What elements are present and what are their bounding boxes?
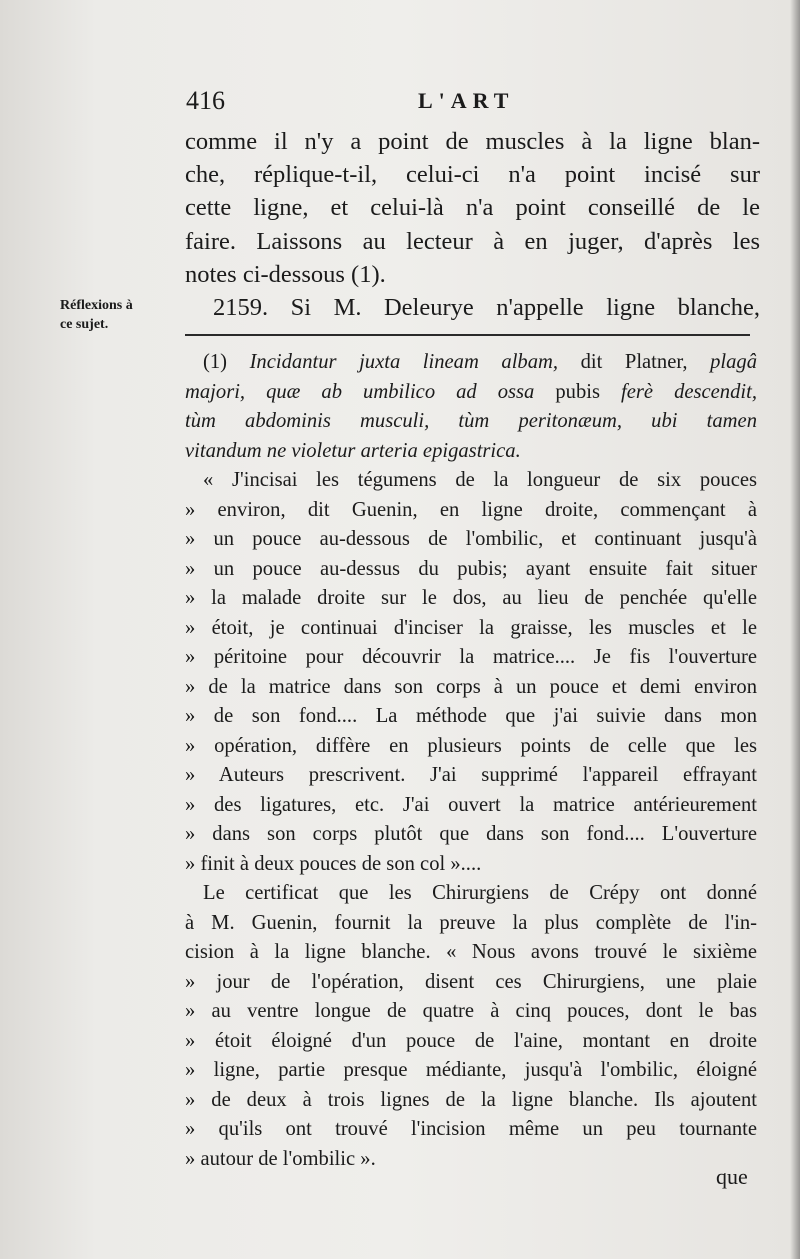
certificate-line: » jour de l'opération, disent ces Chirurgiens, une plaie: [185, 970, 757, 993]
page-header: [0, 86, 800, 120]
footnote-number: (1): [203, 351, 250, 373]
main-line: che, réplique-t-il, celui-ci n'a point incisé sur: [185, 161, 760, 189]
quote-line: » dans son corps plutôt que dans son fond.... L'ouverture: [185, 823, 757, 845]
certificate-line: Le certificat que les Chirurgiens de Crépy ont donné: [203, 882, 757, 904]
certificate-line: » étoit éloigné d'un pouce de l'aine, montant en droite: [185, 1029, 757, 1052]
footnote-line: [185, 348, 757, 378]
footnote-italic: ferè descendit,: [621, 380, 757, 403]
footnote-line: [185, 407, 757, 437]
footnote-rule: [185, 334, 750, 336]
margin-note: [60, 296, 180, 334]
quote-line: » un pouce au-dessous de l'ombilic, et continuant jusqu'à: [185, 528, 757, 550]
quote-line: » de son fond.... La méthode que j'ai suivie dans mon: [185, 705, 757, 727]
certificate-line: cision à la ligne blanche. « Nous avons trouvé le sixième: [185, 941, 757, 963]
running-title: L'ART: [418, 88, 515, 113]
footnote-italic: plagâ: [710, 351, 757, 373]
quote-line: » de la matrice dans son corps à un pouce et demi environ: [185, 675, 757, 698]
footnote-line: [185, 437, 757, 467]
main-line: cette ligne, et celui-là n'a point conseillé de le: [185, 194, 760, 222]
certificate-line: » au ventre longue de quatre à cinq pouces, dont le bas: [185, 1000, 757, 1022]
certificate-line: » de deux à trois lignes de la ligne blanche. Ils ajoutent: [185, 1088, 757, 1111]
certificate-line: à M. Guenin, fournit la preuve la plus complète de l'in-: [185, 911, 757, 934]
main-line: notes ci-dessous (1).: [185, 260, 386, 288]
footnote-line: [185, 378, 757, 408]
certificate-line: » ligne, partie presque médiante, jusqu'à l'ombilic, éloigné: [185, 1059, 757, 1081]
footnote-roman: dit Platner,: [558, 351, 711, 373]
quote-line: » étoit, je continuai d'inciser la graisse, les muscles et le: [185, 616, 757, 639]
footnote-roman: pubis: [534, 380, 622, 403]
quote-line: » Auteurs prescrivent. J'ai supprimé l'appareil effrayant: [185, 764, 757, 786]
quote-line: « J'incisai les tégumens de la longueur de six pouces: [203, 469, 757, 491]
main-line: faire. Laissons au lecteur à en juger, d'après les: [185, 227, 760, 255]
footnote-italic: tùm abdominis musculi, tùm peritonæum, ubi tamen: [185, 410, 757, 432]
margin-note-line: Réflexions à: [60, 298, 133, 313]
footnote-italic: vitandum ne violetur arteria epigastrica.: [185, 439, 521, 462]
footnote-italic: Incidantur juxta lineam albam,: [249, 351, 559, 373]
footnote-italic: majori, quæ ab umbilico ad ossa: [185, 380, 535, 403]
footnotes: [185, 348, 757, 1174]
page-edge-shadow: [790, 0, 800, 1259]
margin-note-line: ce sujet.: [60, 317, 109, 332]
quote-line: » opération, diffère en plusieurs points de celle que les: [185, 734, 757, 757]
quote-line: » la malade droite sur le dos, au lieu de penchée qu'elle: [185, 587, 757, 609]
quote-line: » un pouce au-dessus du pubis; ayant ensuite fait situer: [185, 557, 757, 580]
main-text: [185, 125, 760, 324]
quote-line: » des ligatures, etc. J'ai ouvert la matrice antérieurement: [185, 793, 757, 816]
quote-line: » environ, dit Guenin, en ligne droite, commençant à: [185, 498, 757, 521]
main-line: comme il n'y a point de muscles à la ligne blan-: [185, 128, 760, 155]
page-number: 416: [186, 86, 225, 115]
main-line: 2159. Si M. Deleurye n'appelle ligne blanche,: [213, 294, 760, 322]
catchword: que: [716, 1164, 748, 1189]
quote-line: » péritoine pour découvrir la matrice.... Je fis l'ouverture: [185, 646, 757, 668]
quote-line: » finit à deux pouces de son col »....: [185, 852, 482, 875]
certificate-line: » qu'ils ont trouvé l'incision même un peu tournante: [185, 1118, 757, 1140]
certificate-line: » autour de l'ombilic ».: [185, 1147, 376, 1170]
